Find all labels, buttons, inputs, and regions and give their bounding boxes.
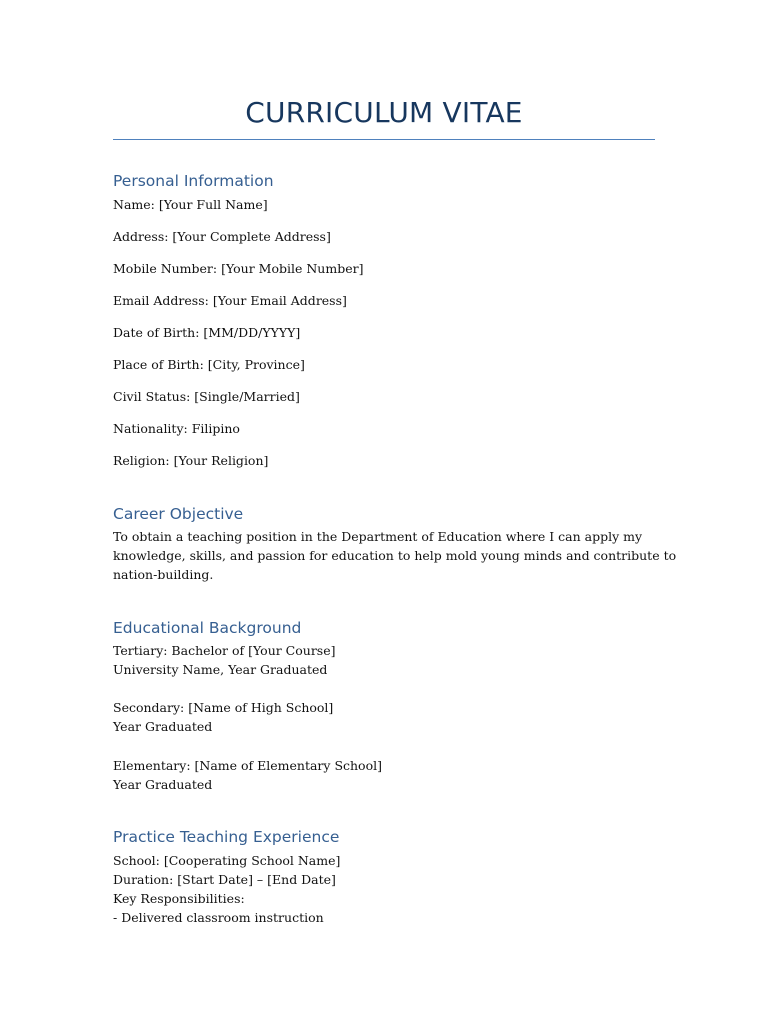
- practice-school: School: [Cooperating School Name]: [113, 853, 341, 868]
- practice-responsibility-item: - Delivered classroom instruction: [113, 910, 324, 925]
- personal-dob: Date of Birth: [MM/DD/YYYY]: [113, 325, 301, 340]
- education-elementary-detail: Year Graduated: [113, 777, 213, 792]
- document-title: CURRICULUM VITAE: [245, 96, 523, 129]
- practice-responsibilities-label: Key Responsibilities:: [113, 891, 245, 906]
- career-objective-heading: Career Objective: [113, 505, 244, 523]
- education-heading: Educational Background: [113, 619, 302, 637]
- objective-line-1: To obtain a teaching position in the Department of Education where I can apply my: [113, 529, 643, 544]
- education-secondary-detail: Year Graduated: [113, 719, 213, 734]
- personal-info-heading: Personal Information: [113, 172, 274, 190]
- objective-line-2: knowledge, skills, and passion for education to help mold young minds and contribute to: [113, 548, 677, 563]
- title-divider: [113, 139, 655, 140]
- personal-nationality: Nationality: Filipino: [113, 421, 240, 436]
- personal-religion: Religion: [Your Religion]: [113, 453, 269, 468]
- personal-civil-status: Civil Status: [Single/Married]: [113, 389, 300, 404]
- education-secondary: Secondary: [Name of High School]: [113, 700, 334, 715]
- objective-line-3: nation-building.: [113, 567, 214, 582]
- education-tertiary: Tertiary: Bachelor of [Your Course]: [113, 643, 336, 658]
- personal-name: Name: [Your Full Name]: [113, 197, 268, 212]
- education-tertiary-detail: University Name, Year Graduated: [113, 662, 328, 677]
- personal-mobile: Mobile Number: [Your Mobile Number]: [113, 261, 364, 276]
- personal-address: Address: [Your Complete Address]: [113, 229, 331, 244]
- personal-pob: Place of Birth: [City, Province]: [113, 357, 305, 372]
- practice-duration: Duration: [Start Date] – [End Date]: [113, 872, 336, 887]
- practice-teaching-heading: Practice Teaching Experience: [113, 828, 340, 846]
- personal-email: Email Address: [Your Email Address]: [113, 293, 347, 308]
- education-elementary: Elementary: [Name of Elementary School]: [113, 758, 382, 773]
